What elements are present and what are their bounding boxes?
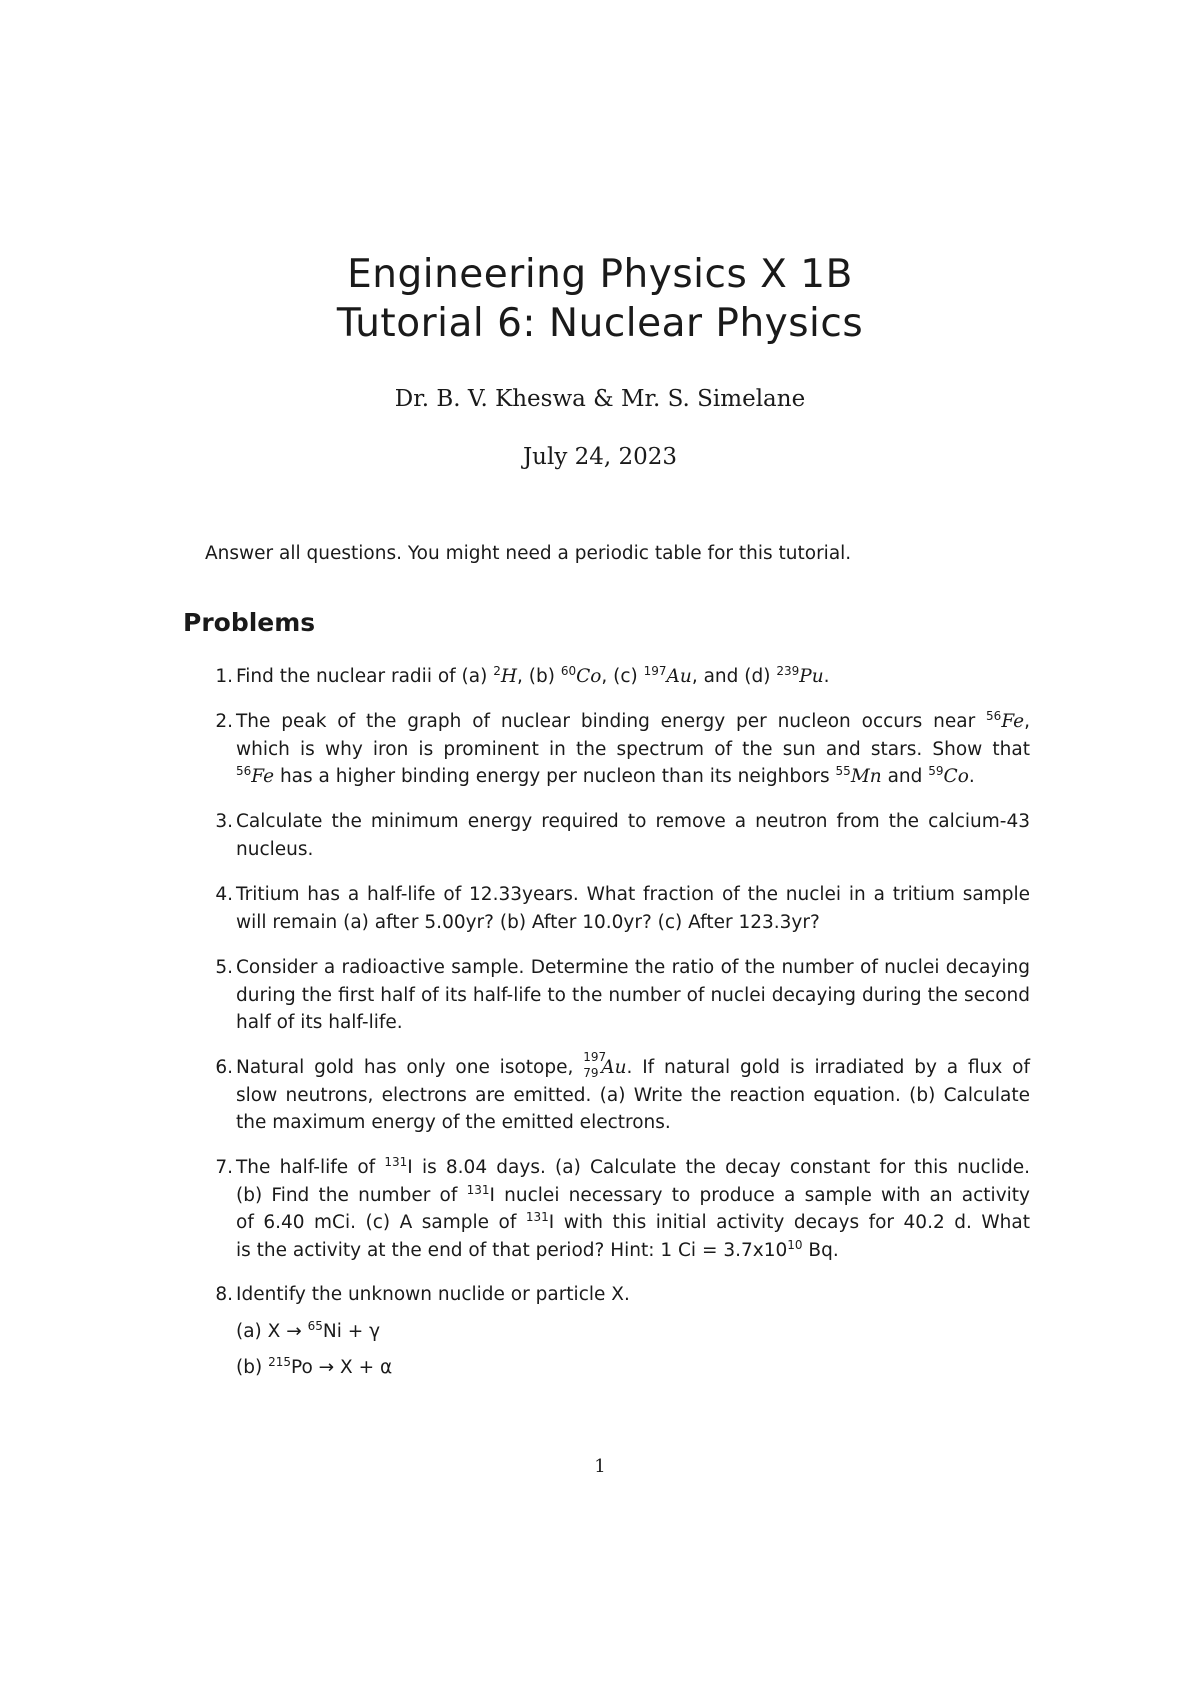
element-symbol: I <box>407 1157 413 1178</box>
text: Consider a radioactive sample. Determine the ratio of the number of nuclei decaying <box>236 957 1030 978</box>
problem-number: 2. <box>215 711 233 732</box>
problem-number: 1. <box>215 666 233 687</box>
text: Identify the unknown nuclide or particle X. <box>236 1284 630 1305</box>
mass-number: 2 <box>493 664 501 678</box>
problem-text <box>236 1154 1030 1264</box>
text: and <box>881 766 929 787</box>
problem-text <box>236 808 1030 863</box>
nuclide-notation <box>583 1050 607 1080</box>
mass-number: 56 <box>236 764 252 778</box>
element-symbol: Mn <box>850 766 882 787</box>
text: (b) Find the number of <box>236 1184 467 1206</box>
element-symbol: Au <box>666 666 692 687</box>
element-symbol: H <box>500 666 517 687</box>
text: nuclei necessary to produce a sample with an activity <box>494 1184 1030 1206</box>
text: with this initial activity decays for 40.2 d. What <box>554 1212 1030 1233</box>
atomic-number: 79 <box>583 1066 599 1080</box>
mass-number: 131 <box>525 1210 549 1224</box>
problem-text <box>236 1050 1030 1137</box>
text: . <box>968 766 975 787</box>
page-number: 1 <box>594 1456 606 1477</box>
text: Ni + γ <box>322 1320 381 1342</box>
text: . If natural gold is irradiated by a flux of <box>626 1057 1030 1078</box>
text: , (c) <box>601 666 644 687</box>
element-symbol: I <box>489 1184 495 1206</box>
text: has a higher binding energy per nucleon than its neighbors <box>274 766 836 787</box>
text: which is why iron is prominent in the spectrum of the sun and stars. Show that <box>236 738 1030 760</box>
element-symbol: Co <box>576 666 602 687</box>
mass-number: 65 <box>307 1318 323 1333</box>
element-symbol: Fe <box>1001 711 1025 732</box>
problem-number: 6. <box>215 1057 233 1078</box>
mass-number: 215 <box>268 1355 291 1369</box>
text: Tritium has a half-life of 12.33years. What fraction of the nuclei in a tritium sample <box>236 884 1030 905</box>
problem-number: 4. <box>215 884 233 905</box>
problem-number: 3. <box>215 811 233 832</box>
document-title-line2: Tutorial 6: Nuclear Physics <box>336 301 864 346</box>
problem-text <box>236 881 1030 936</box>
mass-number: 197 <box>583 1050 607 1064</box>
text: during the first half of its half-life to the number of nuclei decaying during the second <box>236 984 1030 1006</box>
text: will remain (a) after 5.00yr? (b) After 10.0yr? (c) After 123.3yr? <box>236 911 820 933</box>
exponent: 10 <box>787 1237 803 1252</box>
text: half of its half-life. <box>236 1012 403 1033</box>
problem-number: 7. <box>215 1157 233 1178</box>
text: . <box>823 666 830 687</box>
text: Bq. <box>802 1239 839 1261</box>
element-symbol: Au <box>601 1057 627 1078</box>
mass-number: 131 <box>384 1155 408 1169</box>
mass-number: 56 <box>986 709 1002 723</box>
date: July 24, 2023 <box>522 444 678 470</box>
text: (b) <box>236 1357 269 1378</box>
problem-number: 5. <box>215 957 233 978</box>
problem-text <box>236 954 1030 1037</box>
sub-question-b <box>236 1354 1030 1382</box>
section-heading-problems: Problems <box>183 608 316 637</box>
element-symbol: Fe <box>251 766 275 787</box>
text: (a) X → <box>236 1320 308 1342</box>
text: Find the nuclear radii of (a) <box>236 666 494 687</box>
text: The peak of the graph of nuclear binding energy per nucleon occurs near <box>236 711 987 732</box>
text: Calculate the minimum energy required to remove a neutron from the calcium-43 <box>236 811 1030 832</box>
mass-number: 131 <box>466 1182 490 1197</box>
text: the maximum energy of the emitted electrons. <box>236 1112 671 1133</box>
mass-number: 60 <box>560 664 577 678</box>
text: Po → X + α <box>290 1357 393 1378</box>
element-symbol: Co <box>943 766 969 787</box>
sub-question-a <box>236 1318 1030 1346</box>
element-symbol: I <box>548 1212 555 1233</box>
problem-text <box>236 663 1030 691</box>
mass-number: 55 <box>835 764 851 778</box>
instructions: Answer all questions. You might need a periodic table for this tutorial. <box>205 543 852 564</box>
text: Natural gold has only one isotope, <box>236 1057 584 1078</box>
text: , (b) <box>516 666 561 687</box>
text: is 8.04 days. (a) Calculate the decay constant for this nuclide. <box>412 1157 1030 1178</box>
text: of 6.40 mCi. (c) A sample of <box>236 1212 526 1233</box>
element-symbol: Pu <box>799 666 824 687</box>
text: nucleus. <box>236 838 314 860</box>
text: is the activity at the end of that period? Hint: 1 Ci = 3.7x10 <box>236 1239 788 1261</box>
text: The half-life of <box>236 1157 385 1178</box>
text: , and (d) <box>691 666 777 687</box>
mass-number: 197 <box>643 664 667 678</box>
mass-number: 239 <box>776 664 800 678</box>
document-title-line1: Engineering Physics X 1B <box>347 252 853 297</box>
authors: Dr. B. V. Kheswa & Mr. S. Simelane <box>394 386 806 412</box>
problem-text <box>236 708 1030 791</box>
problem-text <box>236 1281 1030 1382</box>
problem-number: 8. <box>215 1284 233 1305</box>
mass-number: 59 <box>928 764 944 778</box>
text: slow neutrons, electrons are emitted. (a) Write the reaction equation. (b) Calculate <box>236 1084 1030 1106</box>
text: , <box>1024 711 1030 732</box>
